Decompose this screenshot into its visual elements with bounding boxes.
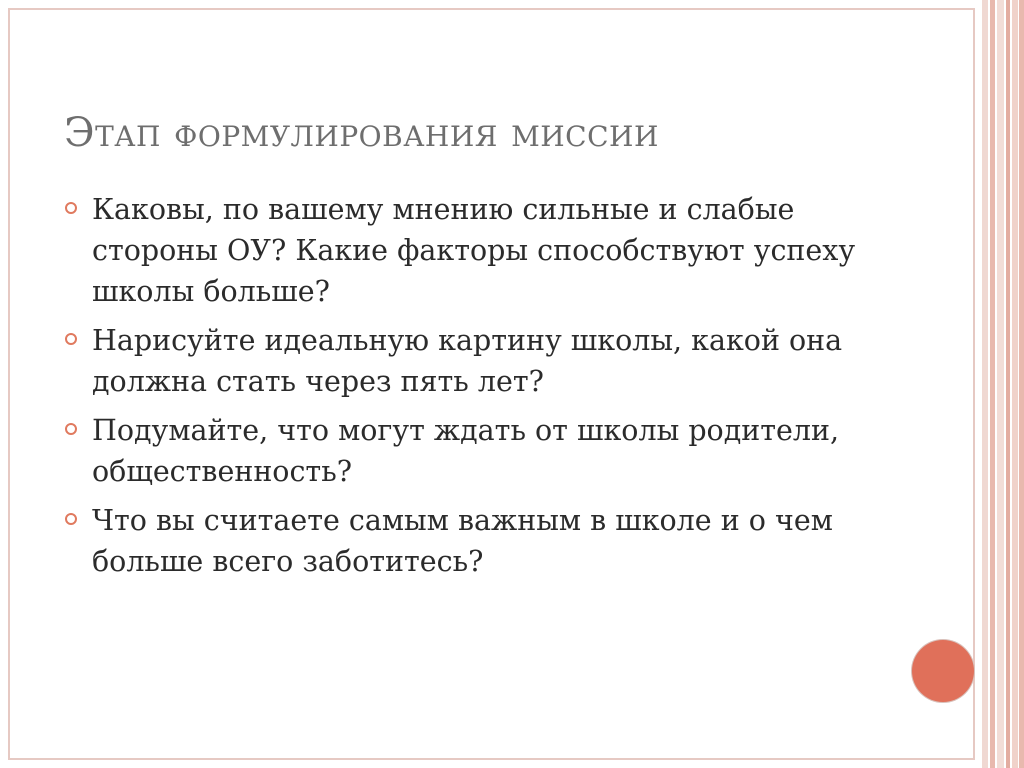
slide-title: Этап формулирования миссии [64, 110, 659, 156]
ring-bullet-icon [65, 513, 77, 525]
bullet-item [92, 410, 882, 492]
ring-bullet-icon [65, 423, 77, 435]
bullet-text: Подумайте, что могут ждать от школы родители, общественность? [92, 414, 840, 488]
filled-circle-icon [912, 640, 974, 702]
bullet-item [92, 500, 882, 582]
ring-bullet-icon [65, 333, 77, 345]
ring-bullet-icon [65, 202, 77, 214]
bullet-text: Нарисуйте идеальную картину школы, какой она должна стать через пять лет? [92, 324, 843, 398]
bullet-text: Каковы, по вашему мнению сильные и слабые стороны ОУ? Какие факторы способствуют успеху школы больше? [92, 193, 856, 308]
bullet-list [92, 189, 882, 590]
bullet-text: Что вы считаете самым важным в школе и о чем больше всего заботитесь? [92, 504, 833, 578]
bullet-item [92, 320, 882, 402]
bullet-item [92, 189, 882, 312]
